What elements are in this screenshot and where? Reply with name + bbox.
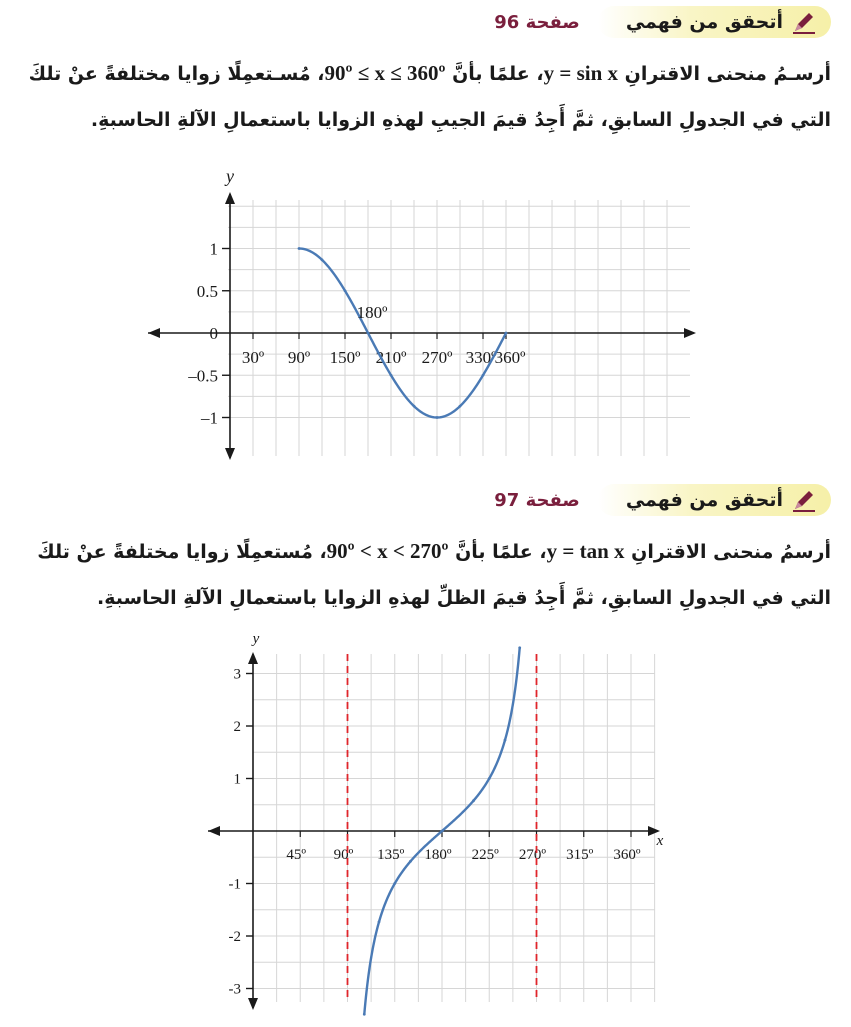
y-tick-label: 1 <box>209 239 218 259</box>
section1-page-ref: صفحة 96 <box>494 11 580 33</box>
y-axis-arrow-up <box>225 192 235 204</box>
tangent-point <box>378 921 381 924</box>
section2-text-c: ، مُستعمِلًا زوايا مختلفةً عنْ تلكَ التي في الجدولِ السابقِ، ثمَّ أَجِدُ قيمَ الظلِّ لهذهِ الزوايا باستعمالِ الآلةِ الحاسبةِ. <box>37 541 831 609</box>
y-tick-label: -2 <box>228 929 241 945</box>
section2-header <box>494 482 831 518</box>
sine-point <box>482 374 485 377</box>
tangent-point <box>409 860 412 863</box>
x-tick-label: 180º <box>424 847 452 863</box>
sine-point <box>390 374 393 377</box>
y-axis-arrow-down <box>225 448 235 460</box>
x-tick-label: 150º <box>329 348 361 367</box>
x-axis-label: x <box>656 833 664 849</box>
x-tick-label: 210º <box>375 348 407 367</box>
x-tick-label: 360º <box>613 847 641 863</box>
section1-text-a: أرسـمُ منحنى الاقترانِ <box>618 63 831 85</box>
tangent-chart <box>200 630 680 1022</box>
y-tick-label: -1 <box>228 876 241 893</box>
y-tick-label: –1 <box>201 408 218 428</box>
y-tick-label: -3 <box>228 981 241 998</box>
section1-heading: أتحقق من فهمي <box>625 11 783 33</box>
sine-chart <box>140 160 720 465</box>
tangent-point <box>393 882 396 885</box>
section2-heading: أتحقق من فهمي <box>625 489 783 511</box>
tangent-point <box>363 1013 366 1016</box>
y-axis-label: y <box>252 631 260 647</box>
pencil-icon <box>791 9 817 35</box>
sine-point <box>413 405 416 408</box>
y-axis-label: y <box>226 166 234 186</box>
section1-math-a: y = sin x <box>543 61 619 85</box>
x-axis-arrow-left <box>208 826 220 836</box>
section2-text-a: أرسمُ منحنى الاقترانِ <box>624 541 831 563</box>
sine-point <box>298 247 301 250</box>
section1-text-b: ، علمًا بأنَّ <box>445 63 544 85</box>
x-tick-label: 225º <box>471 847 499 863</box>
section2-text-b: ، علمًا بأنَّ <box>448 541 547 563</box>
x-tick-label: 45º <box>286 847 307 863</box>
x-tick-label: 315º <box>566 847 594 863</box>
section2-math-b: 90º < x < 270º <box>326 539 449 563</box>
x-axis-arrow-right <box>684 328 696 338</box>
tangent-point <box>518 646 521 649</box>
sine-point <box>344 289 347 292</box>
tangent-point <box>504 739 507 742</box>
y-tick-label: 1 <box>233 771 241 788</box>
x-tick-label: 270º <box>518 847 547 863</box>
section2-math-a: y = tan x <box>546 539 625 563</box>
x-tick-label: 330º <box>465 348 497 367</box>
x-tick-label: 30º <box>241 348 265 367</box>
y-tick-label: –0.5 <box>188 366 218 386</box>
y-tick-label: 0.5 <box>196 281 218 301</box>
tangent-point <box>441 830 444 833</box>
section2-problem <box>20 528 831 621</box>
x-tick-label: 360º <box>494 348 526 367</box>
x-tick-label: 135º <box>377 847 405 863</box>
tangent-point <box>488 777 491 780</box>
sine-point <box>459 405 462 408</box>
section2-page-ref: صفحة 97 <box>494 489 580 511</box>
annotation-label: 180º <box>356 303 388 322</box>
section1-header <box>494 4 831 40</box>
check-understanding-badge <box>598 6 831 38</box>
y-tick-label: 2 <box>233 719 241 735</box>
y-axis-arrow-down <box>248 998 258 1010</box>
section1-text-c: ، مُسـتعمِلًا زوايا مختلفةً عنْ تلكَ التي في الجدولِ السابقِ، ثمَّ أَجِدُ قيمَ الجيبِ لهذهِ الزوايا باستعمالِ الآلةِ الحاسبةِ. <box>28 63 831 131</box>
x-axis-arrow-left <box>148 328 160 338</box>
sine-point <box>321 258 324 261</box>
sine-point <box>436 416 439 419</box>
check-understanding-badge <box>598 484 831 516</box>
y-axis-arrow-up <box>248 652 258 664</box>
y-tick-label: 3 <box>233 666 241 683</box>
x-tick-label: 90º <box>333 847 354 863</box>
section1-problem <box>20 50 831 143</box>
y-tick-label: 0 <box>209 324 218 343</box>
x-tick-label: 270º <box>421 348 453 367</box>
sine-point <box>367 332 370 335</box>
pencil-icon <box>791 487 817 513</box>
sine-point <box>505 332 508 335</box>
tangent-point <box>472 799 475 802</box>
section1-math-b: 90º ≤ x ≤ 360º <box>324 61 446 85</box>
x-tick-label: 90º <box>287 348 311 367</box>
